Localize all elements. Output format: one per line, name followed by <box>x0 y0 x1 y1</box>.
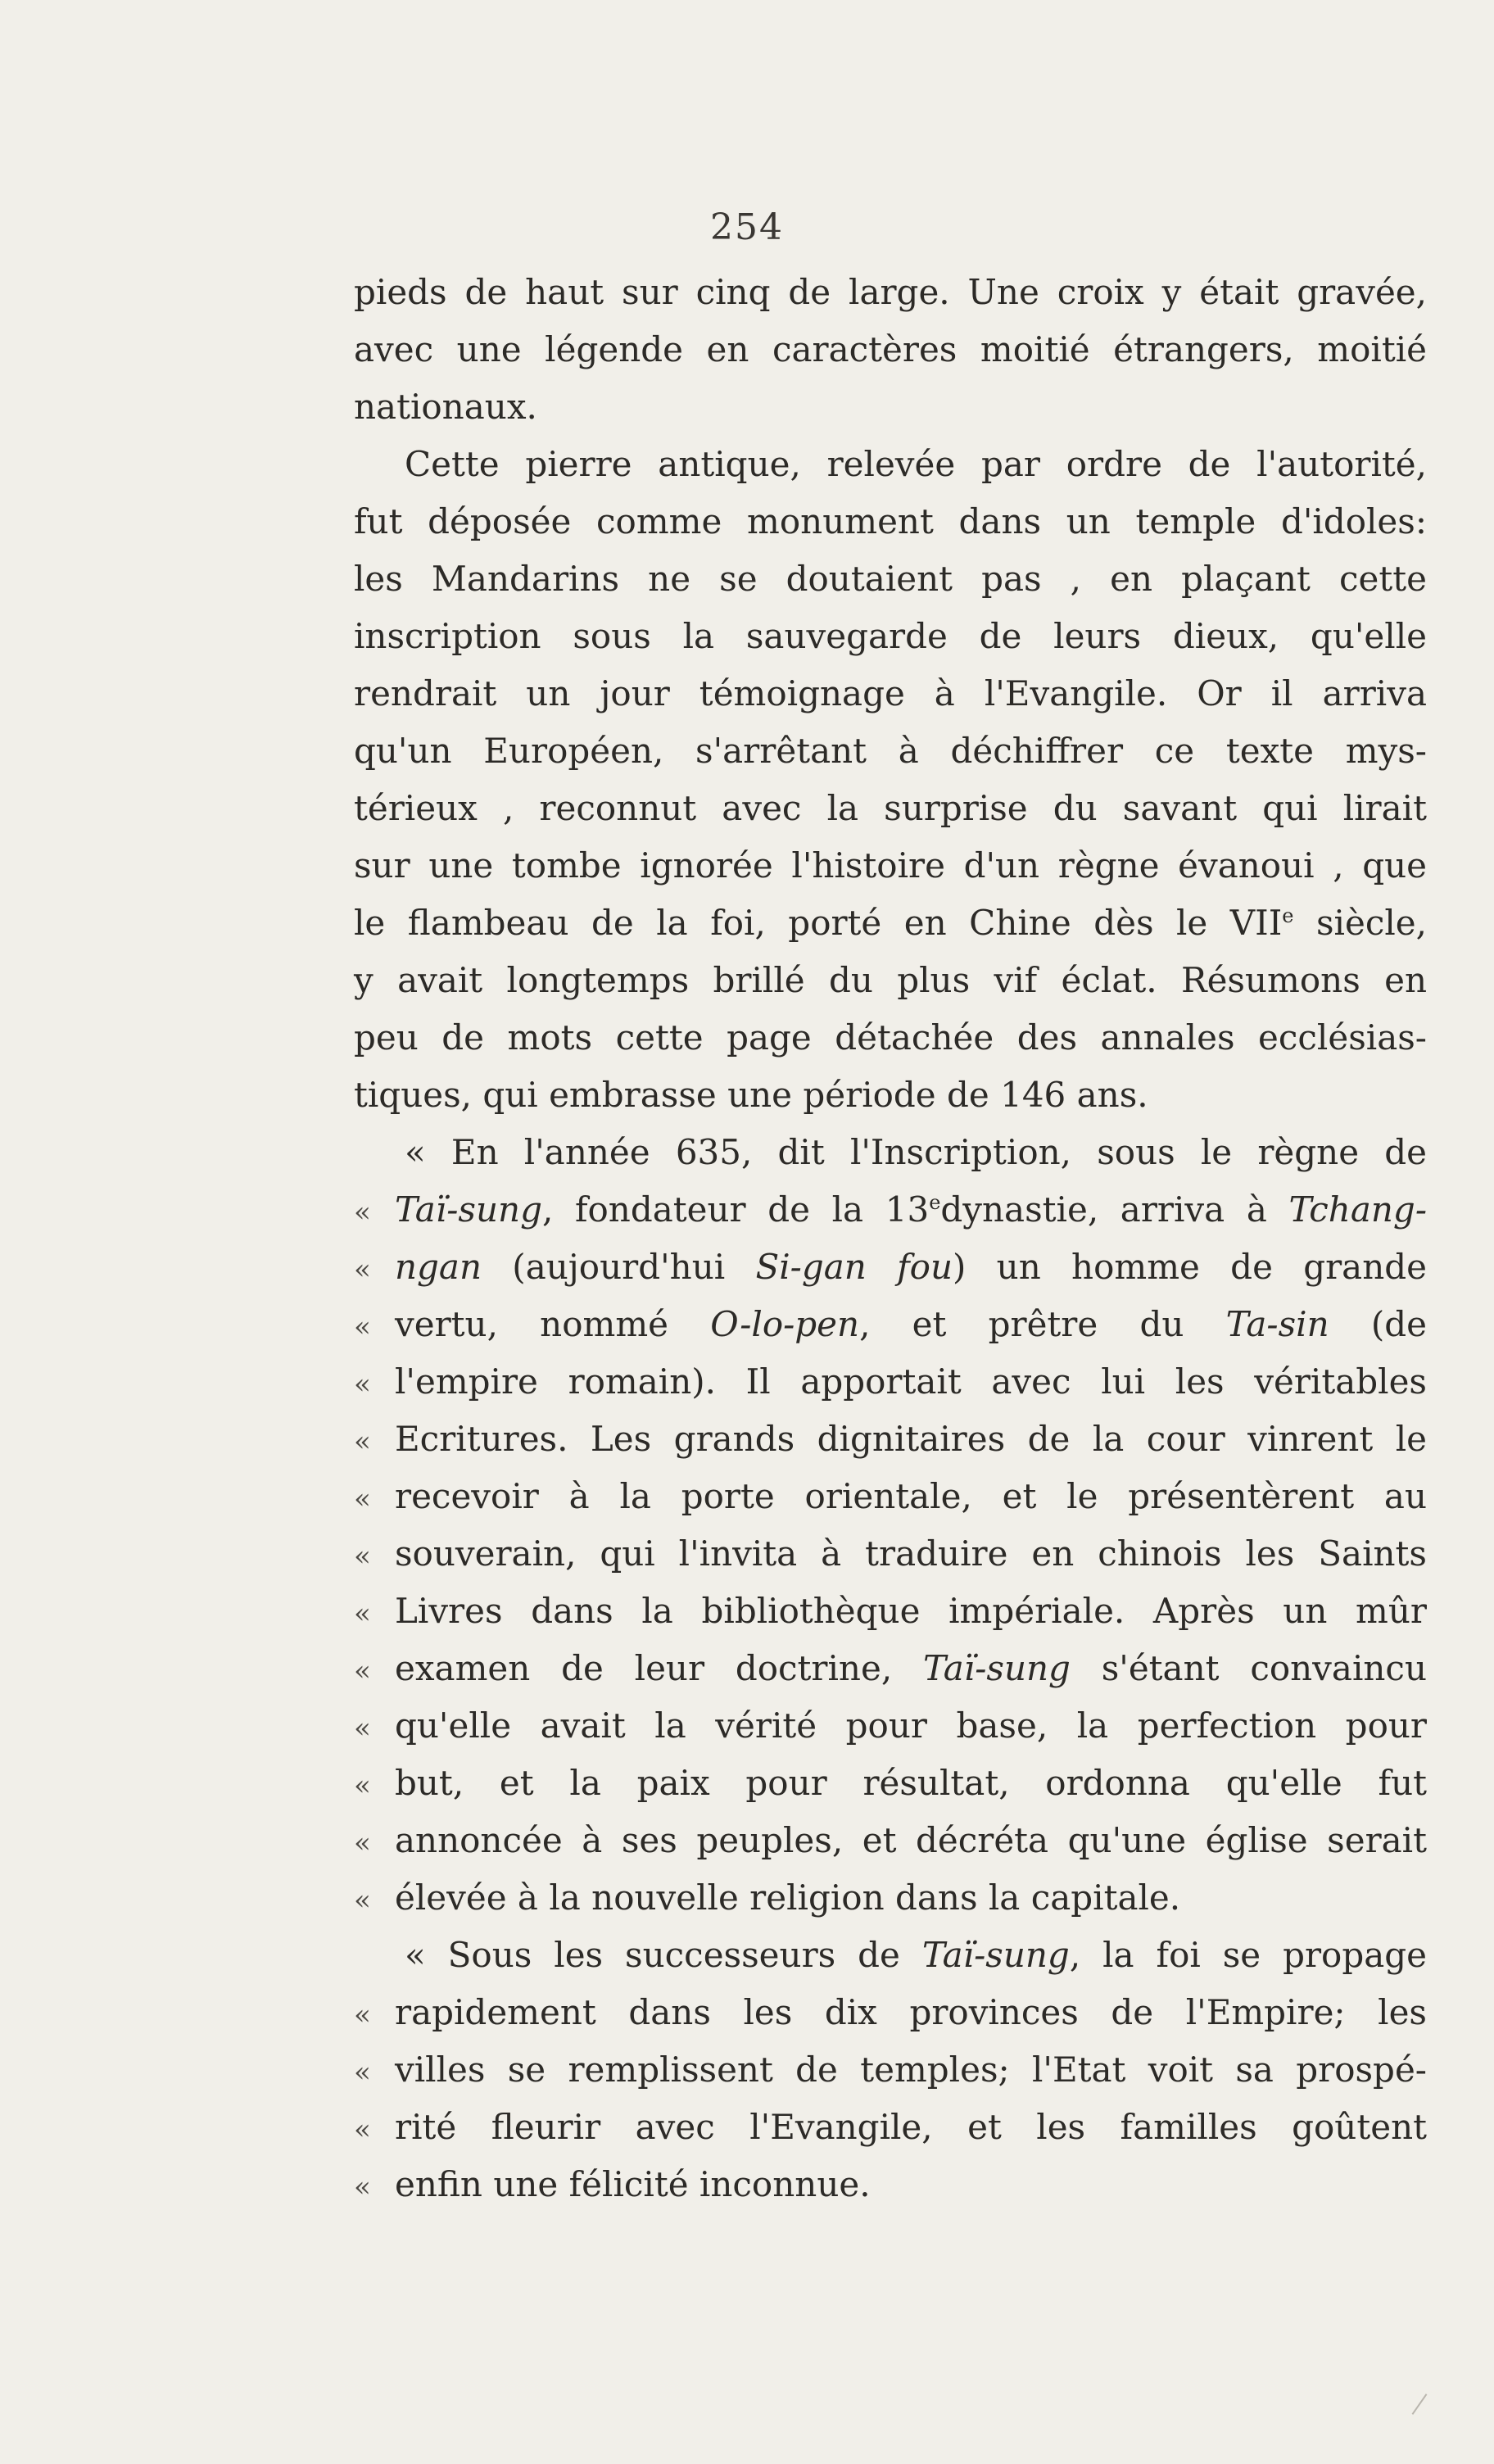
guillemet: « <box>354 2056 371 2089</box>
text-fragment: ) un homme de grande <box>953 1247 1427 1287</box>
text-fragment: (aujourd'hui <box>482 1247 756 1287</box>
text-line: nationaux. <box>354 387 537 427</box>
text-fragment: s'étant convaincu <box>1070 1648 1427 1688</box>
text-fragment: , la foi se propage <box>1069 1935 1428 1975</box>
italic-name: Tchang- <box>1288 1189 1428 1230</box>
text-fragment: l'empire romain). Il apportait avec lui les véritables <box>395 1361 1427 1402</box>
guillemet: « <box>354 1597 371 1630</box>
quote-line <box>354 1927 1427 1984</box>
guillemet: « <box>405 1935 448 1975</box>
guillemet: « <box>354 1540 371 1573</box>
italic-name: Taï-sung <box>922 1648 1071 1688</box>
text-fragment: Livres dans la bibliothèque impériale. Après un mûr <box>395 1591 1427 1631</box>
text-line: rendrait un jour témoignage à l'Evangile. Or il arriva <box>354 673 1427 713</box>
text-fragment: annoncée à ses peuples, et décréta qu'une église serait <box>395 1820 1427 1860</box>
quote-line <box>354 1468 1427 1525</box>
italic-name: Ta-sin <box>1225 1304 1329 1344</box>
text-fragment: En l'année 635, dit l'Inscription, sous le règne de <box>450 1132 1428 1172</box>
text-fragment: le flambeau de la foi, porté en Chine dès le VII <box>354 903 1283 943</box>
text-fragment: villes se remplissent de temples; l'Etat voit sa prospé- <box>395 2050 1427 2090</box>
quote-line <box>354 2156 1427 2213</box>
guillemet: « <box>354 2113 371 2146</box>
quote-line <box>354 1353 1427 1411</box>
quote-line <box>354 2099 1427 2156</box>
text-line: les Mandarins ne se doutaient pas , en plaçant cette <box>354 559 1427 599</box>
quote-line <box>354 1812 1427 1869</box>
quote-line <box>354 1124 1427 1181</box>
text-fragment: enfin une félicité inconnue. <box>395 2164 871 2204</box>
italic-name: Taï-sung <box>921 1935 1070 1975</box>
guillemet: « <box>354 1655 371 1687</box>
text-fragment: souverain, qui l'invita à traduire en chinois les Saints <box>395 1533 1427 1574</box>
text-line: térieux , reconnut avec la surprise du savant qui lirait <box>354 788 1427 828</box>
quote-line <box>354 1755 1427 1812</box>
text-fragment: but, et la paix pour résultat, ordonna qu'elle fut <box>395 1763 1427 1803</box>
italic-name: Si-gan fou <box>755 1247 953 1287</box>
italic-name: O-lo-pen <box>710 1304 860 1344</box>
guillemet: « <box>405 1132 451 1172</box>
superscript: e <box>929 1191 941 1214</box>
text-line: fut déposée comme monument dans un temple d'idoles: <box>354 501 1427 541</box>
text-fragment: Sous les successeurs de <box>447 1935 922 1975</box>
guillemet: « <box>354 1311 371 1343</box>
quote-line <box>354 1296 1427 1353</box>
text-line: pieds de haut sur cinq de large. Une croix y était gravée, <box>354 272 1427 312</box>
guillemet: « <box>354 1425 371 1458</box>
quote-line <box>354 1411 1427 1468</box>
paragraph-start: Cette pierre antique, relevée par ordre de l'autorité, <box>405 444 1427 484</box>
quote-line <box>354 1984 1427 2041</box>
guillemet: « <box>354 1483 371 1515</box>
quote-line <box>354 1181 1427 1239</box>
text-fragment: vertu, nommé <box>395 1304 711 1344</box>
guillemet: « <box>354 1769 371 1802</box>
text-fragment: rité fleurir avec l'Evangile, et les familles goûtent <box>395 2107 1427 2147</box>
quote-line <box>354 1640 1427 1697</box>
guillemet: « <box>354 1884 371 1917</box>
text-fragment: siècle, <box>1293 903 1427 943</box>
quote-line <box>354 1583 1427 1640</box>
quote-line <box>354 2041 1427 2099</box>
text-line: avec une légende en caractères moitié étrangers, moitié <box>354 329 1427 369</box>
superscript: e <box>1282 904 1294 927</box>
quote-line <box>354 1869 1427 1927</box>
text-line: inscription sous la sauvegarde de leurs dieux, qu'elle <box>354 616 1427 656</box>
quote-line <box>354 1525 1427 1583</box>
page-number: 254 <box>710 206 784 248</box>
guillemet: « <box>354 1196 371 1229</box>
guillemet: « <box>354 1253 371 1286</box>
guillemet: « <box>354 2171 371 2204</box>
text-line: peu de mots cette page détachée des annales ecclésias- <box>354 1017 1427 1058</box>
italic-name: Taï-sung <box>395 1189 542 1230</box>
quote-line <box>354 1697 1427 1755</box>
guillemet: « <box>354 1999 371 2031</box>
text-fragment: examen de leur doctrine, <box>395 1648 923 1688</box>
guillemet: « <box>354 1712 371 1745</box>
text-fragment: dynastie, arriva à <box>940 1189 1289 1230</box>
text-line: qu'un Européen, s'arrêtant à déchiffrer ce texte mys- <box>354 731 1427 771</box>
paper-mark <box>1412 2394 1428 2415</box>
text-fragment: qu'elle avait la vérité pour base, la perfection pour <box>395 1705 1427 1746</box>
text-fragment: recevoir à la porte orientale, et le présentèrent au <box>395 1476 1427 1516</box>
italic-name: ngan <box>395 1247 482 1287</box>
guillemet: « <box>354 1827 371 1859</box>
text-fragment: , et prêtre du <box>859 1304 1226 1344</box>
text-fragment: (de <box>1329 1304 1427 1344</box>
guillemet: « <box>354 1368 371 1401</box>
text-line: tiques, qui embrasse une période de 146 ans. <box>354 1075 1148 1115</box>
text-fragment: rapidement dans les dix provinces de l'Empire; les <box>395 1992 1427 2032</box>
text-line <box>354 895 1427 952</box>
text-fragment: , fondateur de la 13 <box>541 1189 930 1230</box>
text-line: sur une tombe ignorée l'histoire d'un règne évanoui , que <box>354 845 1427 886</box>
body-text <box>354 264 1427 2213</box>
quote-line <box>354 1239 1427 1296</box>
text-fragment: Ecritures. Les grands dignitaires de la cour vinrent le <box>395 1419 1427 1459</box>
text-line: y avait longtemps brillé du plus vif éclat. Résumons en <box>354 960 1427 1000</box>
text-fragment: élevée à la nouvelle religion dans la capitale. <box>395 1877 1181 1918</box>
